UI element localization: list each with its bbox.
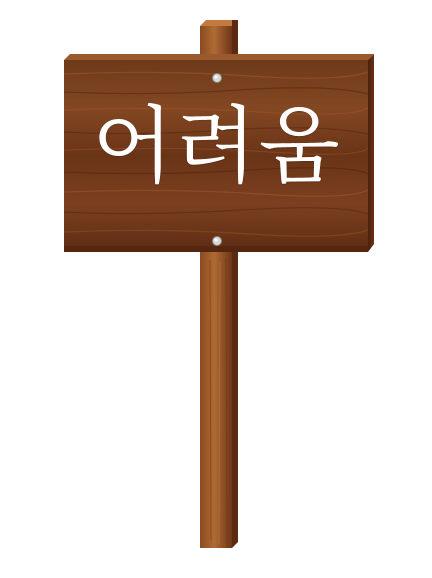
- nail-top: [213, 74, 222, 83]
- nail-bottom: [213, 237, 222, 246]
- post-bottom: [200, 246, 238, 548]
- sign-label: 어려움: [92, 97, 342, 195]
